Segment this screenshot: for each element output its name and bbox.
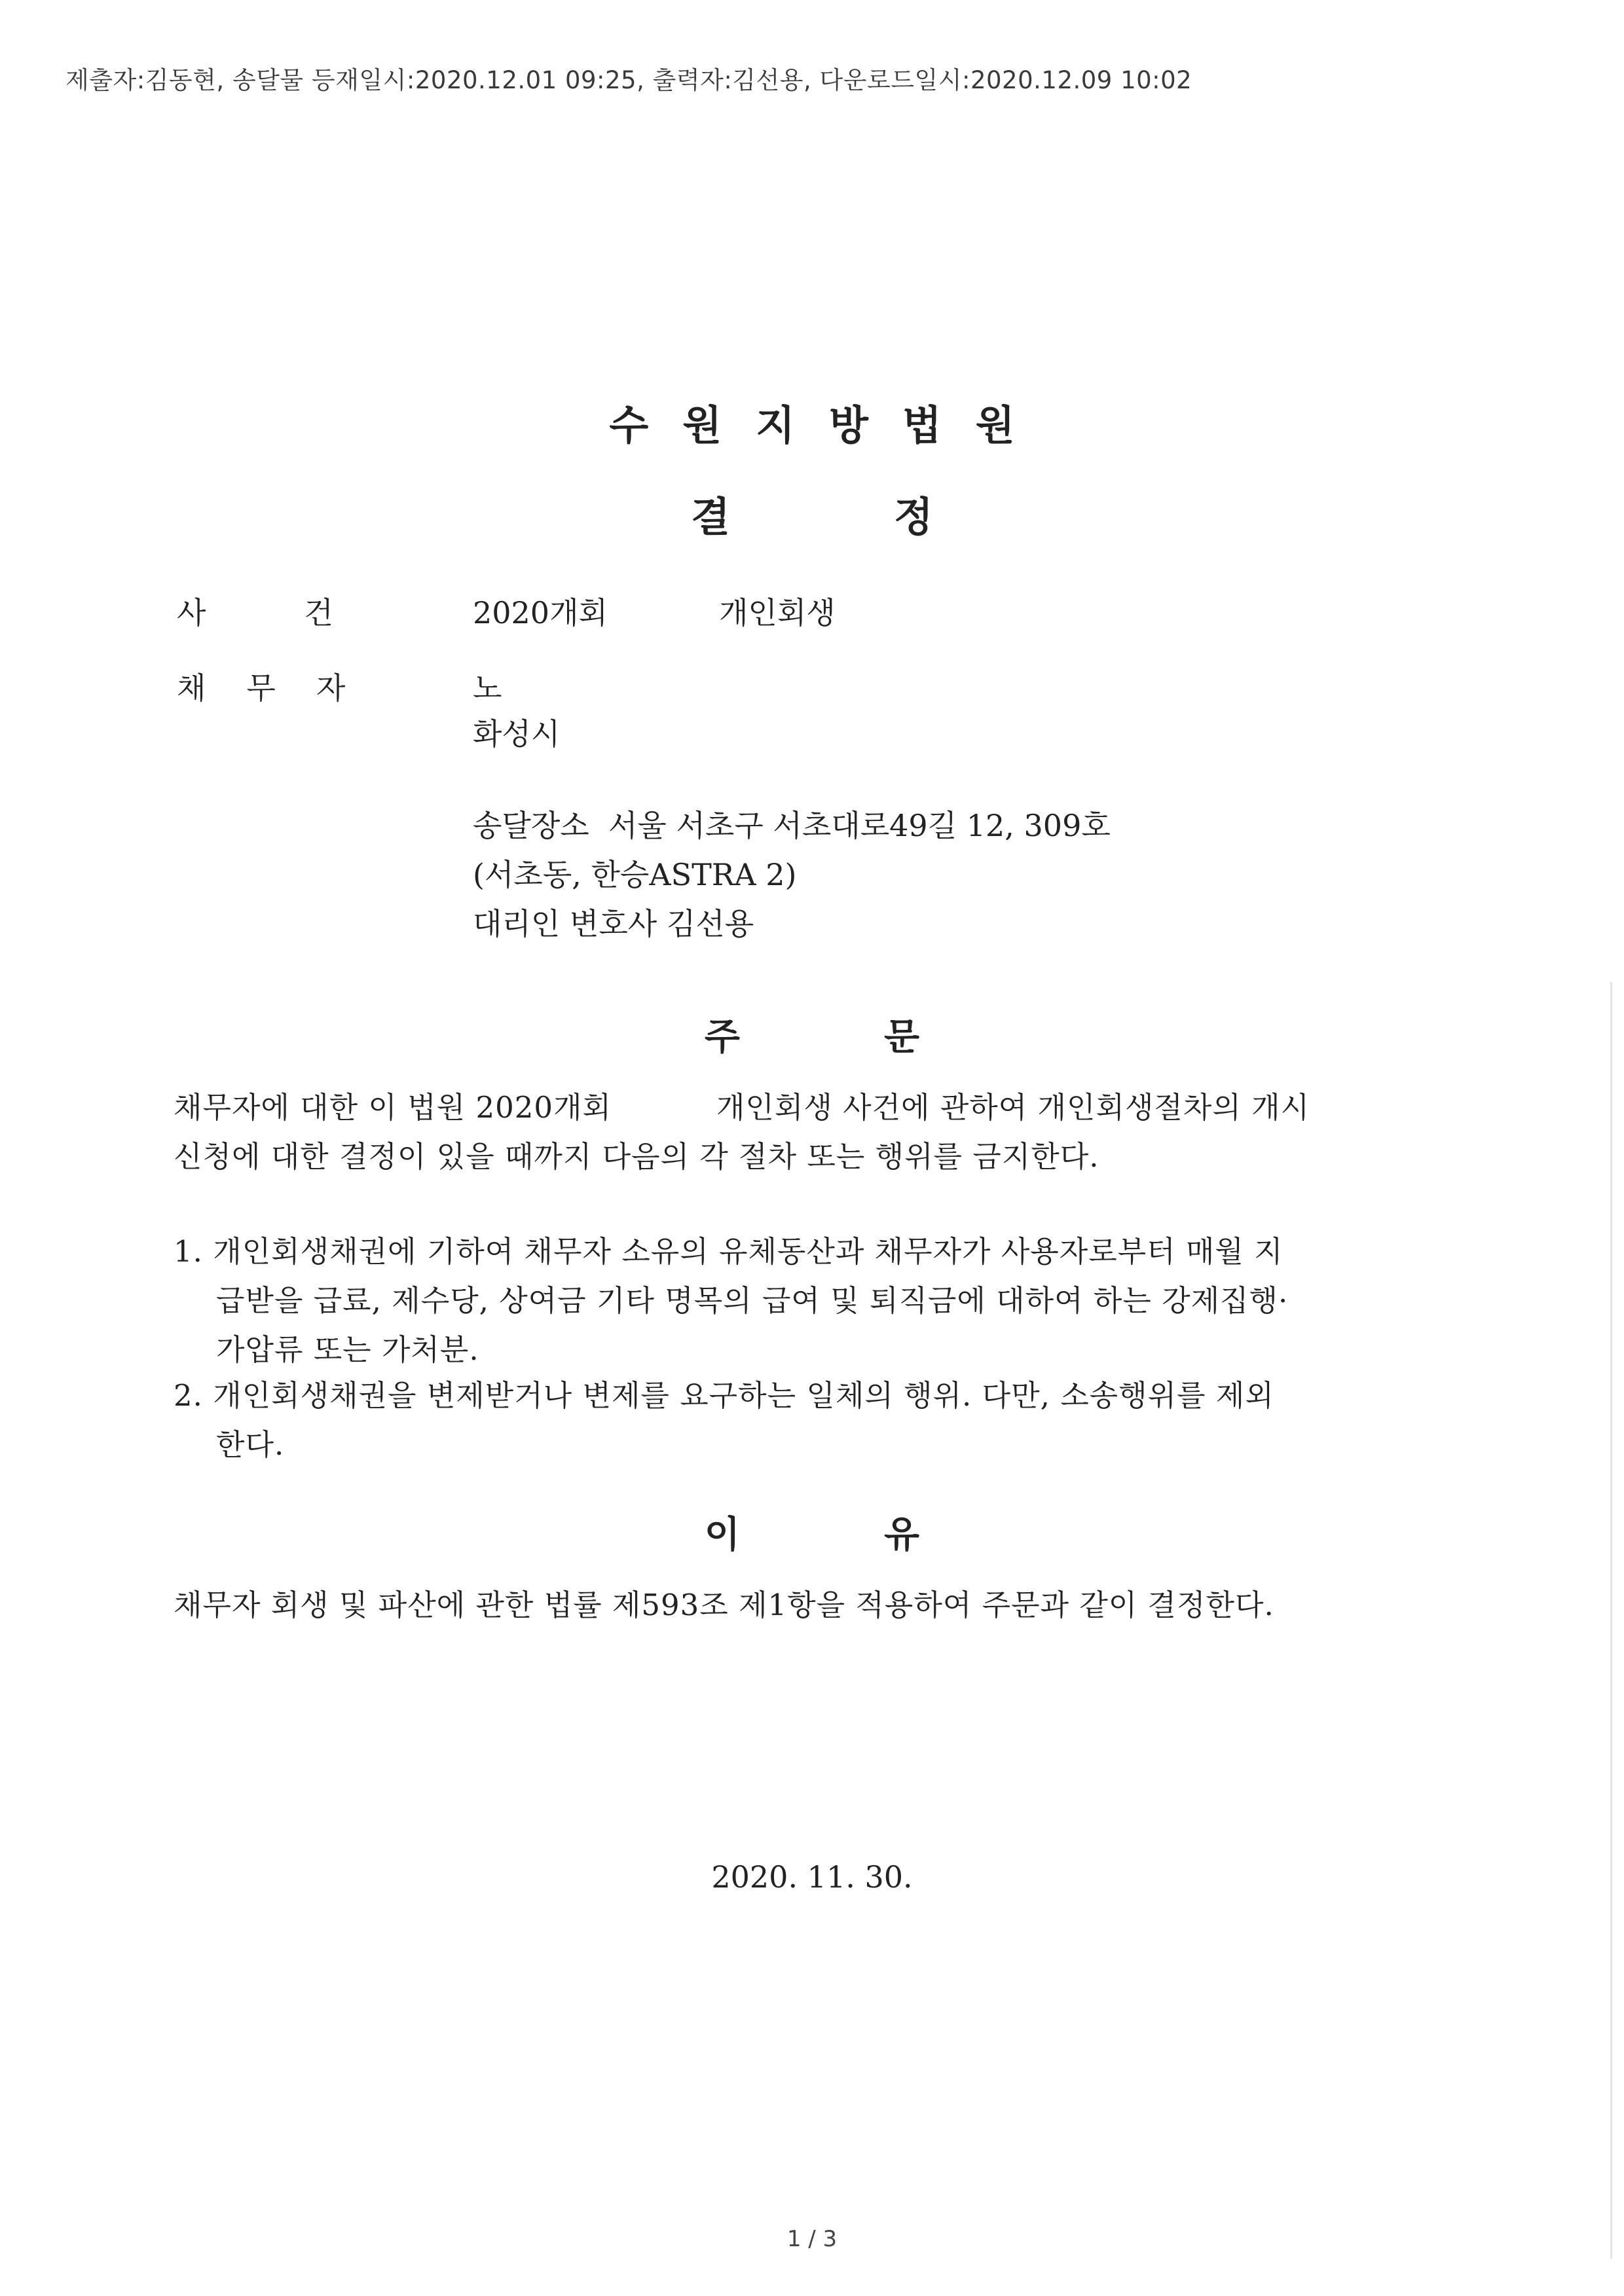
order-intro-prefix: 채무자에 대한 이 법원 2020개회 xyxy=(174,1090,612,1125)
service-place-address: 서울 서초구 서초대로49길 12, 309호 xyxy=(608,808,1111,843)
debtor-address: 화성시 xyxy=(473,716,561,752)
case-number xyxy=(473,589,836,632)
scan-edge-line xyxy=(1610,982,1612,2259)
order-intro-suffix: 개인회생 사건에 관하여 개인회생절차의 개시 xyxy=(716,1090,1310,1125)
case-label: 사건 xyxy=(177,595,432,630)
redacted-area xyxy=(608,593,719,623)
decision-date: 2020. 11. 30. xyxy=(711,1859,913,1895)
document-meta-header: 제출자:김동현, 송달물 등재일시:2020.12.01 09:25, 출력자:김선용, 다운로드일시:2020.12.09 10:02 xyxy=(65,66,1192,94)
redacted-area xyxy=(612,1087,716,1118)
page-number: 1 / 3 xyxy=(786,2226,838,2252)
debtor-agent: 대리인 변호사 김선용 xyxy=(473,906,754,941)
order-item-1-line1: 1. 개인회생채권에 기하여 채무자 소유의 유체동산과 채무자가 사용자로부터 매월 지 xyxy=(174,1234,1283,1269)
order-intro-line1 xyxy=(174,1087,1310,1129)
order-item-1-line2: 급받을 급료, 제수당, 상여금 기타 명목의 급여 및 퇴직금에 대하여 하는 강제집행· xyxy=(216,1283,1289,1318)
service-place-label: 송달장소 xyxy=(473,808,589,843)
order-heading: 주문 xyxy=(704,1016,1064,1059)
court-name: 수원지방법원 xyxy=(609,401,1049,449)
order-item-2-line1: 2. 개인회생채권을 변제받거나 변제를 요구하는 일체의 행위. 다만, 소송행위를 제외 xyxy=(174,1378,1274,1413)
reason-heading: 이유 xyxy=(704,1514,1064,1556)
order-item-1-line3: 가압류 또는 가처분. xyxy=(216,1332,479,1367)
service-place-detail: (서초동, 한승ASTRA 2) xyxy=(473,857,797,892)
debtor-label: 채무자 xyxy=(177,670,386,706)
reason-text: 채무자 회생 및 파산에 관한 법률 제593조 제1항을 적용하여 주문과 같이 결정한다. xyxy=(174,1588,1274,1622)
order-item-2-line2: 한다. xyxy=(216,1427,285,1462)
service-place xyxy=(473,802,1111,845)
document-title: 결정 xyxy=(691,493,1097,541)
case-number-suffix: 개인회생 xyxy=(718,595,836,630)
case-number-prefix: 2020개회 xyxy=(473,595,608,630)
order-intro-line2: 신청에 대한 결정이 있을 때까지 다음의 각 절차 또는 행위를 금지한다. xyxy=(174,1139,1099,1174)
debtor-name: 노 xyxy=(473,670,502,706)
